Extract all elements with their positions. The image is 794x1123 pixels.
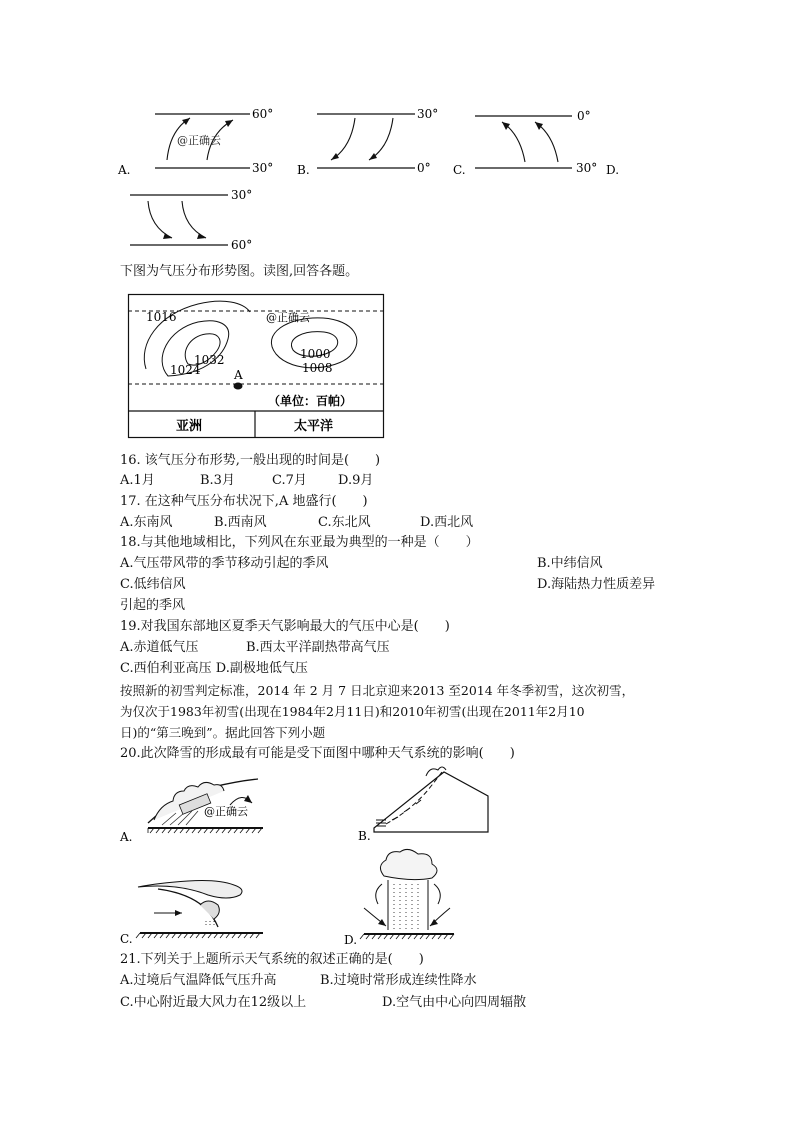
lat-label-top: 30° [231,188,253,202]
q19-stem: 19.对我国东部地区夏季天气影响最大的气压中心是( ) [120,619,450,634]
q21-option-b: B.过境时常形成连续性降水 [320,973,477,988]
isobar-label: 1016 [146,310,177,324]
q16-option-c: C.7月 [272,473,307,488]
intro-snow-line-1: 按照新的初雪判定标准，2014 年 2 月 7 日北京迎来2013 至2014 年冬季初雪，这次初雪， [120,683,635,698]
intro-snow-line-3: 日)的“第三晚到”。据此回答下列小题 [120,725,326,740]
weather-system-b [356,760,496,845]
watermark: @正确云 [204,805,248,818]
option-letter: C. [120,932,133,946]
option-letter: B. [358,829,371,843]
isobar-label: 1032 [194,353,225,367]
q18-option-a: A.气压带风带的季节移动引起的季风 [120,556,329,571]
q16-stem: 16. 该气压分布形势,一般出现的时间是( ) [120,453,381,468]
wind-diagram-a [115,100,285,180]
lat-label-top: 0° [577,109,591,123]
q17-option-d: D.西北风 [420,515,474,530]
q17-option-c: C.东北风 [318,515,371,530]
isobar-label: 1000 [300,347,331,361]
lat-label-top: 60° [252,107,274,121]
option-letter: A. [118,163,131,177]
pressure-map [128,294,385,439]
q21-option-c: C.中心附近最大风力在12级以上 [120,995,307,1010]
q16-option-d: D.9月 [338,473,374,488]
q17-option-a: A.东南风 [120,515,173,530]
wind-diagram-b [295,100,445,180]
option-letter: D. [606,163,620,177]
q20-stem: 20.此次降雪的形成最有可能是受下面图中哪种天气系统的影响( ) [120,746,515,761]
region-asia: 亚洲 [176,419,203,434]
option-letter: B. [297,163,310,177]
q17-option-b: B.西南风 [214,515,267,530]
q21-option-a: A.过境后气温降低气压升高 [120,973,277,988]
intro-pressure: 下图为气压分布形势图。读图,回答各题。 [120,264,359,279]
q16-option-b: B.3月 [200,473,235,488]
q21-stem: 21.下列关于上题所示天气系统的叙述正确的是( ) [120,952,424,967]
q19-option-b: B.西太平洋副热带高气压 [246,640,390,655]
region-pacific: 太平洋 [294,419,334,434]
watermark: @正确云 [177,134,221,147]
wind-diagram-c [450,100,630,180]
wind-diagram-d [120,183,270,258]
isobar-label: 1024 [170,363,201,377]
weather-system-a [118,765,278,845]
lat-label-bottom: 30° [252,161,274,175]
lat-label-bottom: 60° [231,238,253,252]
q21-option-d: D.空气由中心向四周辐散 [382,995,527,1010]
q19-option-a: A.赤道低气压 [120,640,199,655]
watermark: @正确云 [266,311,310,324]
unit-label: （单位：百帕） [268,394,353,408]
isobar-label: 1008 [302,361,333,375]
q18-option-d: D.海陆热力性质差异 [537,577,656,592]
lat-label-bottom: 0° [417,161,431,175]
q18-option-c: C.低纬信风 [120,577,186,592]
intro-snow-line-2: 为仅次于1983年初雪(出现在1984年2月11日)和2010年初雪(出现在2011年2月10 [120,704,585,719]
q17-stem: 17. 在这种气压分布状况下,A 地盛行( ) [120,494,368,509]
q18-option-b: B.中纬信风 [537,556,603,571]
q16-option-a: A.1月 [120,473,155,488]
point-a-marker [234,383,243,390]
weather-system-d [342,848,472,946]
lat-label-bottom: 30° [576,161,598,175]
option-letter: C. [453,163,466,177]
option-letter: D. [344,933,358,947]
point-a-label: A [234,368,243,382]
q18-option-d-continued: 引起的季风 [120,598,186,613]
option-letter: A. [120,830,133,844]
q18-stem: 18.与其他地域相比，下列风在东亚最为典型的一种是（ ） [120,535,479,550]
q19-option-cd: C.西伯利亚高压 D.副极地低气压 [120,661,308,676]
weather-system-c [118,875,278,945]
lat-label-top: 30° [417,107,439,121]
